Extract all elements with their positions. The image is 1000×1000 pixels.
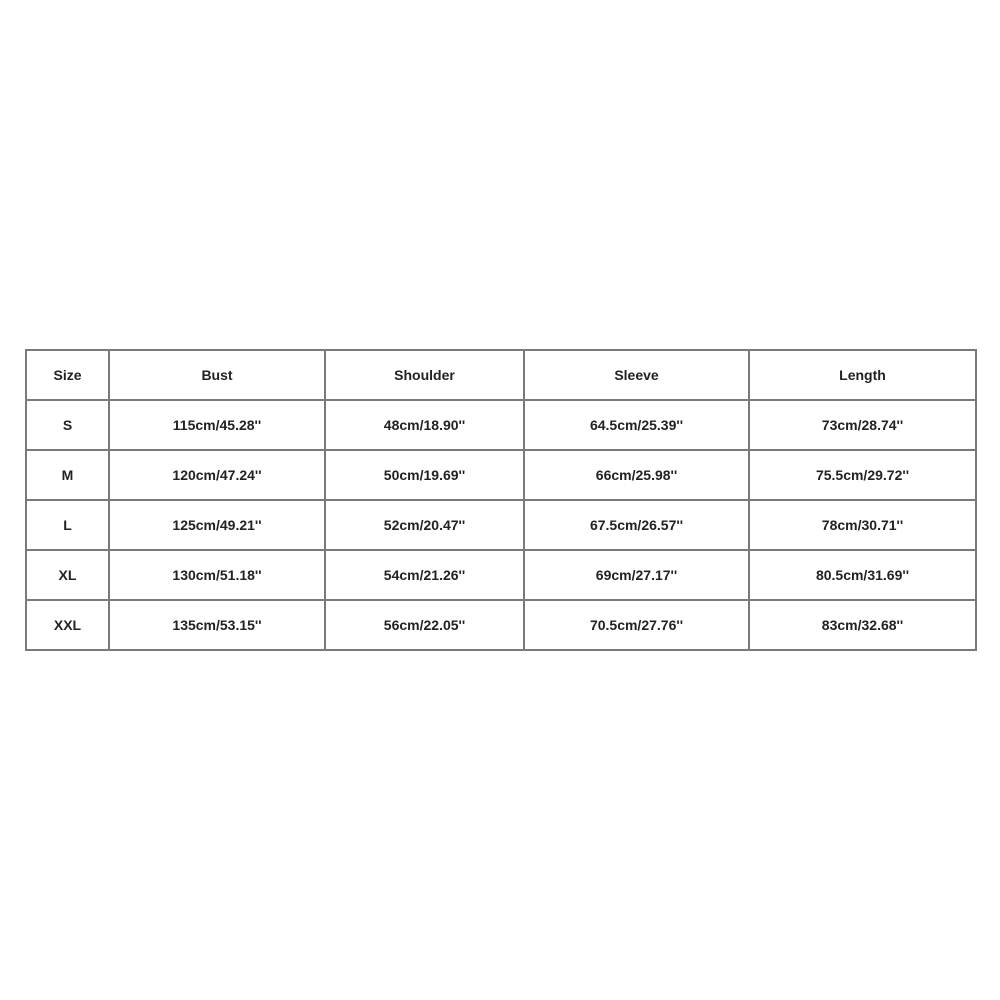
- bust-cell: 130cm/51.18'': [109, 550, 325, 600]
- header-shoulder: Shoulder: [325, 350, 524, 400]
- length-cell: 78cm/30.71'': [749, 500, 976, 550]
- shoulder-cell: 56cm/22.05'': [325, 600, 524, 650]
- shoulder-cell: 52cm/20.47'': [325, 500, 524, 550]
- table-row: [26, 500, 976, 550]
- size-cell: L: [26, 500, 109, 550]
- header-row: [26, 350, 976, 400]
- shoulder-cell: 48cm/18.90'': [325, 400, 524, 450]
- sleeve-cell: 70.5cm/27.76'': [524, 600, 749, 650]
- sleeve-cell: 67.5cm/26.57'': [524, 500, 749, 550]
- size-cell: XL: [26, 550, 109, 600]
- sleeve-cell: 64.5cm/25.39'': [524, 400, 749, 450]
- shoulder-cell: 50cm/19.69'': [325, 450, 524, 500]
- shoulder-cell: 54cm/21.26'': [325, 550, 524, 600]
- bust-cell: 115cm/45.28'': [109, 400, 325, 450]
- header-bust: Bust: [109, 350, 325, 400]
- header-sleeve: Sleeve: [524, 350, 749, 400]
- size-cell: XXL: [26, 600, 109, 650]
- bust-cell: 125cm/49.21'': [109, 500, 325, 550]
- size-cell: S: [26, 400, 109, 450]
- table-row: [26, 550, 976, 600]
- bust-cell: 120cm/47.24'': [109, 450, 325, 500]
- size-cell: M: [26, 450, 109, 500]
- bust-cell: 135cm/53.15'': [109, 600, 325, 650]
- header-size: Size: [26, 350, 109, 400]
- table-row: [26, 600, 976, 650]
- header-length: Length: [749, 350, 976, 400]
- table-row: [26, 400, 976, 450]
- size-chart-table: [25, 349, 977, 651]
- length-cell: 80.5cm/31.69'': [749, 550, 976, 600]
- length-cell: 73cm/28.74'': [749, 400, 976, 450]
- sleeve-cell: 69cm/27.17'': [524, 550, 749, 600]
- length-cell: 83cm/32.68'': [749, 600, 976, 650]
- table-row: [26, 450, 976, 500]
- sleeve-cell: 66cm/25.98'': [524, 450, 749, 500]
- length-cell: 75.5cm/29.72'': [749, 450, 976, 500]
